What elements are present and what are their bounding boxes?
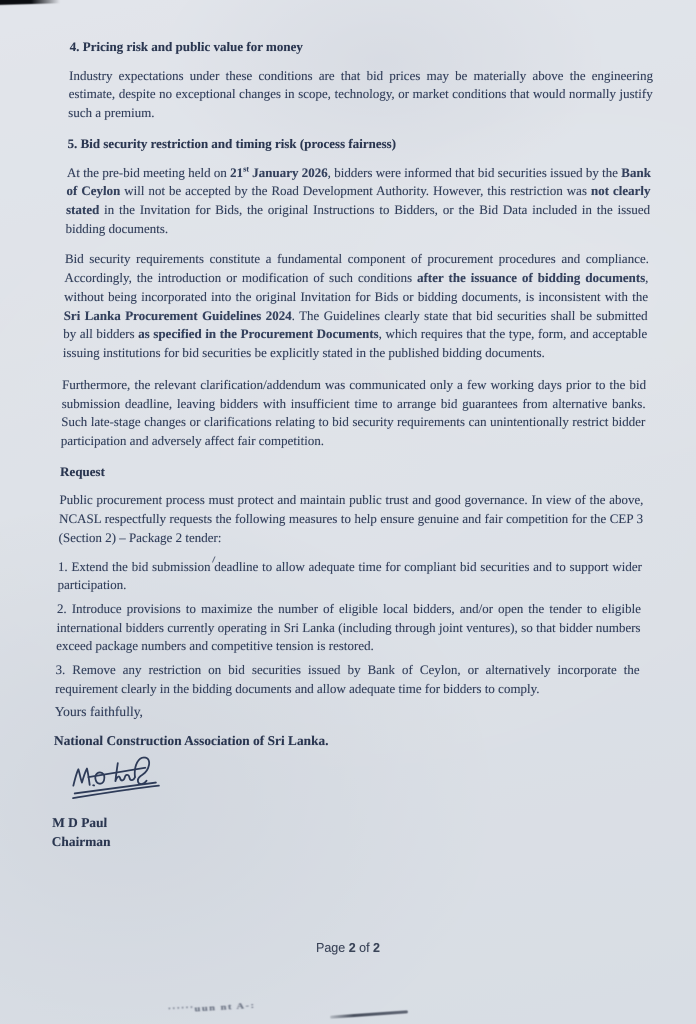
section-heading-bid-security: 5. Bid security restriction and timing risk (process fairness): [67, 135, 397, 151]
handwritten-signature: [48, 753, 637, 809]
bleed-through-line: [330, 1010, 408, 1018]
paragraph-industry-expectations: Industry expectations under these conditions are that bid prices may be materially above the engineering estimate, despite no exceptional changes in scope, technology, or market conditions that would normally justify such a premium.: [68, 67, 654, 121]
paragraph-bid-security-requirements: Bid security requirements constitute a fundamental component of procurement procedures and compliance. Accordingly, the introduction or modification of such conditions after the issuance of bidding documents, without being incorporated into the original Invitation for Bids or bidding documents, is inconsistent with the Sri Lanka Procurement Guidelines 2024. The Guidelines clearly state that bid securities shall be submitted by all bidders as specified in the Procurement Documents, which requires that the type, form, and acceptable issuing institutions for bid securities be explicitly stated in the published bidding documents.: [62, 251, 650, 361]
page-number-footer: Page 2 of 2: [316, 941, 380, 955]
paragraph-public-procurement: Public procurement process must protect and maintain public trust and good governance. In view of the above, NCASL respectfully requests the following measures to help ensure genuine and fair competition for the CEP 3 (Section 2) – Package 2 tender:: [58, 492, 644, 545]
bleed-through-text: ''''''uun nt A-:: [167, 1001, 256, 1016]
paragraph-prebid-meeting: At the pre-bid meeting held on 21st January 2026, bidders were informed that bid securities issued by the Bank of Ceylon will not be accepted by the Road Development Authority. However, this restriction was not clearly stated in the Invitation for Bids, the original Instructions to Bidders, or the Bid Data included in the issued bidding documents.: [65, 164, 652, 236]
organization-name: National Construction Association of Sri Lanka.: [53, 733, 329, 749]
signer-name: M D Paul: [51, 815, 108, 831]
section-heading-request: Request: [59, 463, 106, 479]
letter-body: [52, 38, 654, 851]
section-heading-pricing-risk: 4. Pricing risk and public value for money: [69, 39, 304, 54]
closing-salutation: Yours faithfully,: [54, 703, 144, 719]
request-item-3: 3. Remove any restriction on bid securities issued by Bank of Ceylon, or alternatively incorporate the requirement clearly in the bidding documents and allow adequate time for bidders to comply.: [55, 662, 640, 696]
request-item-1: 1. Extend the bid submission deadline to allow adequate time for compliant bid securities and to support wider participation.: [57, 558, 643, 593]
signature-scribble-icon: [48, 753, 219, 809]
signer-title: Chairman: [51, 834, 111, 850]
scan-edge-artifact: [0, 0, 60, 5]
paragraph-furthermore: Furthermore, the relevant clarification/addendum was communicated only a few working days prior to the bid submission deadline, leaving bidders with insufficient time to arrange bid guarantees from alternative banks. Such late-stage changes or clarifications relating to bid security requirements can unintentionally restrict bidder participation and adversely affect fair competition.: [60, 376, 647, 448]
request-item-2: 2. Introduce provisions to maximize the number of eligible local bidders, and/or open the tender to eligible international bidders currently operating in Sri Lanka (including through joint ventures), so that bidder numbers exceed package numbers and competitive tension is restored.: [56, 600, 642, 654]
